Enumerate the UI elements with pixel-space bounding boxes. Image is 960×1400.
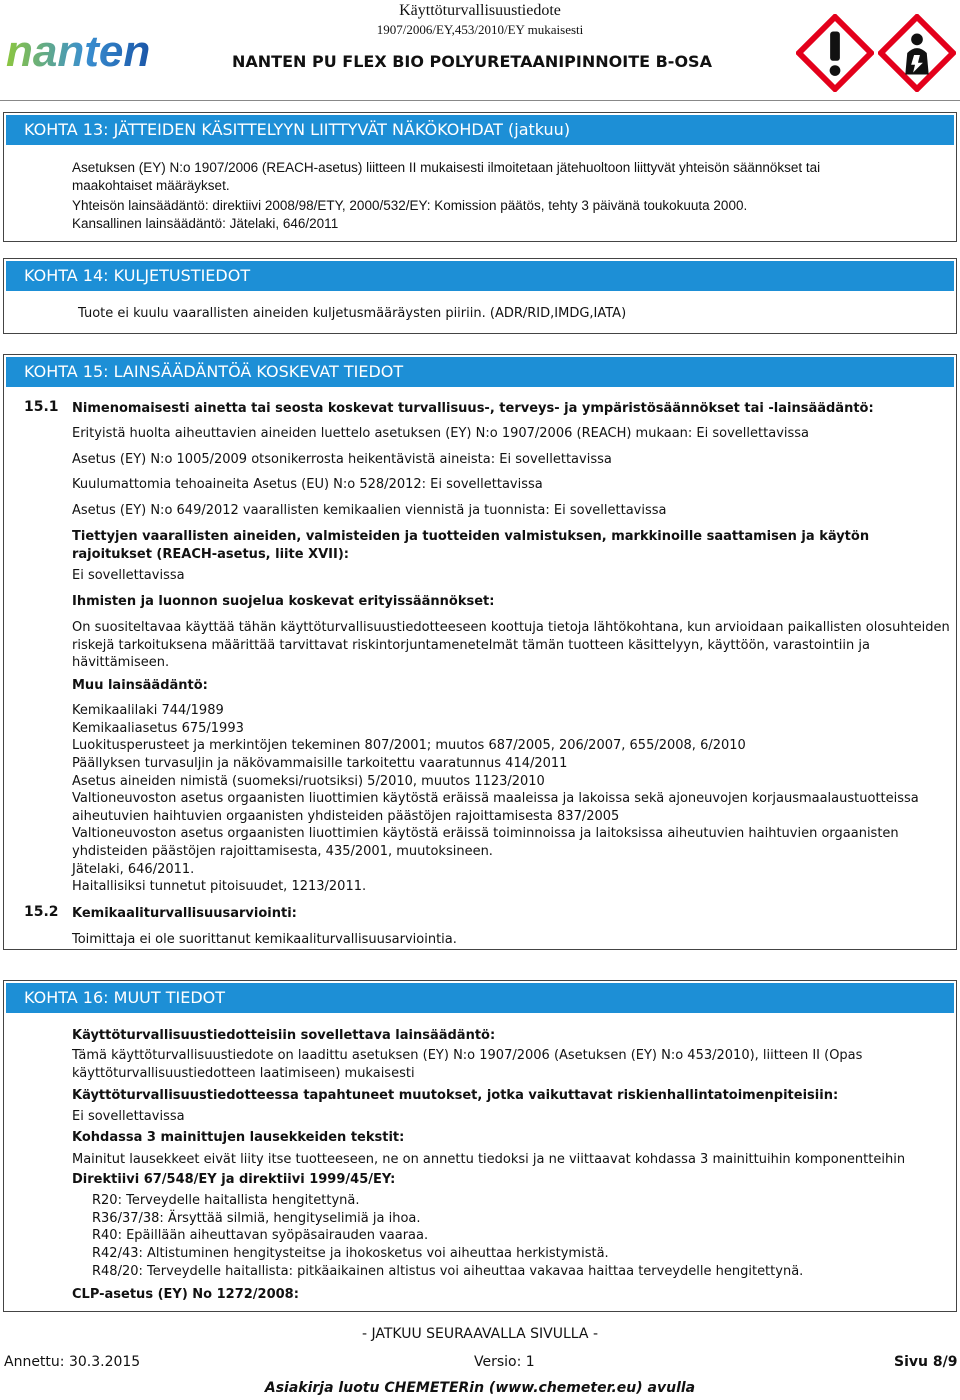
law-item: Kemikaalilaki 744/1989: [72, 703, 224, 718]
subsection-number: 15.2: [24, 904, 59, 920]
s15-text-line: Ei sovellettavissa: [72, 568, 185, 583]
regulation-reference: 1907/2006/EY,453/2010/EY mukaisesti: [376, 22, 584, 37]
s15-text-line: Kuulumattomia tehoaineita Asetus (EU) N:o 528/2012: Ei sovellettavissa: [72, 477, 543, 492]
s15-text-line: Erityistä huolta aiheuttavien aineiden luettelo asetuksen (EY) N:o 1907/2006 (REACH) mukaan: Ei sovellettavissa: [72, 426, 810, 441]
law-item: Valtioneuvoston asetus orgaanisten liuottimien käytöstä eräissä maaleissa ja lakoissa sekä ajoneuvojen korjausmaalaustuotteissa: [72, 791, 919, 806]
s16-text-line: Mainitut lausekkeet eivät liity itse tuotteeseen, ne on annettu tiedoksi ja ne viittaavat kohdassa 3 mainittuihin komponentteihin: [72, 1152, 906, 1167]
product-name: NANTEN PU FLEX BIO POLYURETAANIPINNOITE B-OSA: [232, 52, 712, 71]
section-15-heading: KOHTA 15: LAINSÄÄDÄNTÖÄ KOSKEVAT TIEDOT: [6, 357, 954, 387]
s13-text-line: Asetuksen (EY) N:o 1907/2006 (REACH-asetus) liitteen II mukaisesti ilmoitetaan jätehuoltoon liittyvät yhteisön säännökset tai: [72, 160, 821, 175]
section-16: [3, 980, 957, 1312]
s15-text-line: Toimittaja ei ole suorittanut kemikaaliturvallisuusarviointia.: [72, 932, 457, 947]
s15-text-line: hävittämiseen.: [72, 655, 170, 670]
risk-phrase: R20: Terveydelle haitallista hengitettynä.: [92, 1193, 360, 1208]
page-number: Sivu 8/9: [894, 1354, 958, 1370]
law-item: Jätelaki, 646/2011.: [72, 862, 195, 877]
s15-bold-heading: Muu lainsäädäntö:: [72, 678, 208, 693]
health-hazard-pictogram-icon: [878, 14, 956, 92]
header-divider: [0, 100, 960, 101]
section-14-heading: KOHTA 14: KULJETUSTIEDOT: [6, 261, 954, 291]
s13-text-line: Yhteisön lainsäädäntö: direktiivi 2008/98/ETY, 2000/532/EY: Komission päätös, tehty 3 päivänä toukokuuta 2000.: [72, 198, 748, 213]
law-item: yhdisteiden päästöjen rajoittamisesta, 435/2001, muutoksineen.: [72, 844, 493, 859]
s15-text-line: Asetus (EY) N:o 1005/2009 otsonikerrosta heikentävistä aineista: Ei sovellettavissa: [72, 452, 612, 467]
law-item: Päällyksen turvasuljin ja näkövammaisille tarkoitettu vaaratunnus 414/2011: [72, 756, 568, 771]
logo-wordmark: nanten: [6, 27, 151, 76]
subsection-number: 15.1: [24, 399, 59, 415]
exclamation-mark-pictogram-icon: [796, 14, 874, 92]
s14-text-line: Tuote ei kuulu vaarallisten aineiden kuljetusmääräysten piiriin. (ADR/RID,IMDG,IATA): [78, 306, 627, 321]
s16-text-line: Tämä käyttöturvallisuustiedote on laadittu asetuksen (EY) N:o 1907/2006 (Asetuksen (EY) N:o 453/2010), liitteen II (Opas: [72, 1048, 863, 1063]
generator-credit: Asiakirja luotu CHEMETERin (www.chemeter.eu) avulla: [264, 1380, 696, 1396]
version-label: Versio: 1: [474, 1354, 535, 1370]
s15-bold-heading: rajoitukset (REACH-asetus, liite XVII):: [72, 547, 349, 562]
law-item: aiheutuvien haihtuvien orgaanisten yhdisteiden päästöjen rajoittamisesta 837/2005: [72, 809, 620, 824]
s16-bold-heading: CLP-asetus (EY) No 1272/2008:: [72, 1287, 299, 1302]
risk-phrase: R42/43: Altistuminen hengitysteitse ja ihokosketus voi aiheuttaa herkistymistä.: [92, 1246, 609, 1261]
risk-phrase: R40: Epäillään aiheuttavan syöpäsairauden vaaraa.: [92, 1228, 429, 1243]
law-item: Valtioneuvoston asetus orgaanisten liuottimien käytöstä eräissä toiminnoissa ja laitoksissa aiheutuvien haihtuvien orgaanisten: [72, 826, 899, 841]
s13-text-line: Kansallinen lainsäädäntö: Jätelaki, 646/2011: [72, 216, 339, 231]
law-item: Haitallisiksi tunnetut pitoisuudet, 1213/2011.: [72, 879, 367, 894]
section-13-heading: KOHTA 13: JÄTTEIDEN KÄSITTELYYN LIITTYVÄT NÄKÖKOHDAT (jatkuu): [6, 115, 954, 145]
s16-text-line: Ei sovellettavissa: [72, 1109, 185, 1124]
s15-bold-heading: Ihmisten ja luonnon suojelua koskevat erityissäännökset:: [72, 594, 495, 609]
s16-text-line: käyttöturvallisuustiedotteen laatimiseen) mukaisesti: [72, 1066, 415, 1081]
risk-phrase: R48/20: Terveydelle haitallista: pitkäaikainen altistus voi aiheuttaa vakavaa haittaa terveydelle hengitettynä.: [92, 1264, 804, 1279]
subsection-heading: Kemikaaliturvallisuusarviointi:: [72, 906, 297, 921]
section-13: [3, 112, 957, 242]
section-16-heading: KOHTA 16: MUUT TIEDOT: [6, 983, 954, 1013]
subsection-heading: Nimenomaisesti ainetta tai seosta koskevat turvallisuus-, terveys- ja ympäristösäännökset tai -lainsäädäntö:: [72, 401, 874, 416]
s15-bold-heading: Tiettyjen vaarallisten aineiden, valmisteiden ja tuotteiden valmistuksen, markkinoille saattamisen ja käytön: [72, 529, 870, 544]
document-title: Käyttöturvallisuustiedote: [399, 2, 561, 19]
s15-text-line: Asetus (EY) N:o 649/2012 vaarallisten kemikaalien viennistä ja tuonnista: Ei sovellettavissa: [72, 503, 667, 518]
s15-text-line: riskejä tarkoituksena määrittää tarvittavat riskintorjuntamenetelmät tämän tuotteen käsittelyyn, käyttöön, varastointiin ja: [72, 638, 870, 653]
nanten-logo: [4, 26, 184, 76]
section-15: [3, 354, 957, 950]
s15-text-line: On suositeltavaa käyttää tähän käyttöturvallisuustiedotteeseen koottuja tietoja lähtökohtana, kun arvioidaan paikallisten olosuhteiden: [72, 620, 950, 635]
s13-text-line: maakohtaiset määräykset.: [72, 178, 230, 193]
s16-bold-heading: Kohdassa 3 mainittujen lausekkeiden tekstit:: [72, 1130, 405, 1145]
s16-bold-heading: Käyttöturvallisuustiedotteessa tapahtuneet muutokset, jotka vaikuttavat riskienhallintatoimenpiteisiin:: [72, 1088, 839, 1103]
law-item: Asetus aineiden nimistä (suomeksi/ruotsiksi) 5/2010, muutos 1123/2010: [72, 774, 545, 789]
s16-bold-heading: Direktiivi 67/548/EY ja direktiivi 1999/45/EY:: [72, 1172, 396, 1187]
continues-notice: - JATKUU SEURAAVALLA SIVULLA -: [361, 1326, 598, 1342]
law-item: Kemikaaliasetus 675/1993: [72, 721, 244, 736]
law-item: Luokitusperusteet ja merkintöjen tekeminen 807/2001; muutos 687/2005, 206/2007, 655/2008, 6/2010: [72, 738, 746, 753]
s16-bold-heading: Käyttöturvallisuustiedotteisiin sovellettava lainsäädäntö:: [72, 1028, 496, 1043]
risk-phrase: R36/37/38: Ärsyttää silmiä, hengityselimiä ja ihoa.: [92, 1211, 421, 1226]
section-14: [3, 258, 957, 334]
issued-date: Annettu: 30.3.2015: [4, 1354, 141, 1370]
